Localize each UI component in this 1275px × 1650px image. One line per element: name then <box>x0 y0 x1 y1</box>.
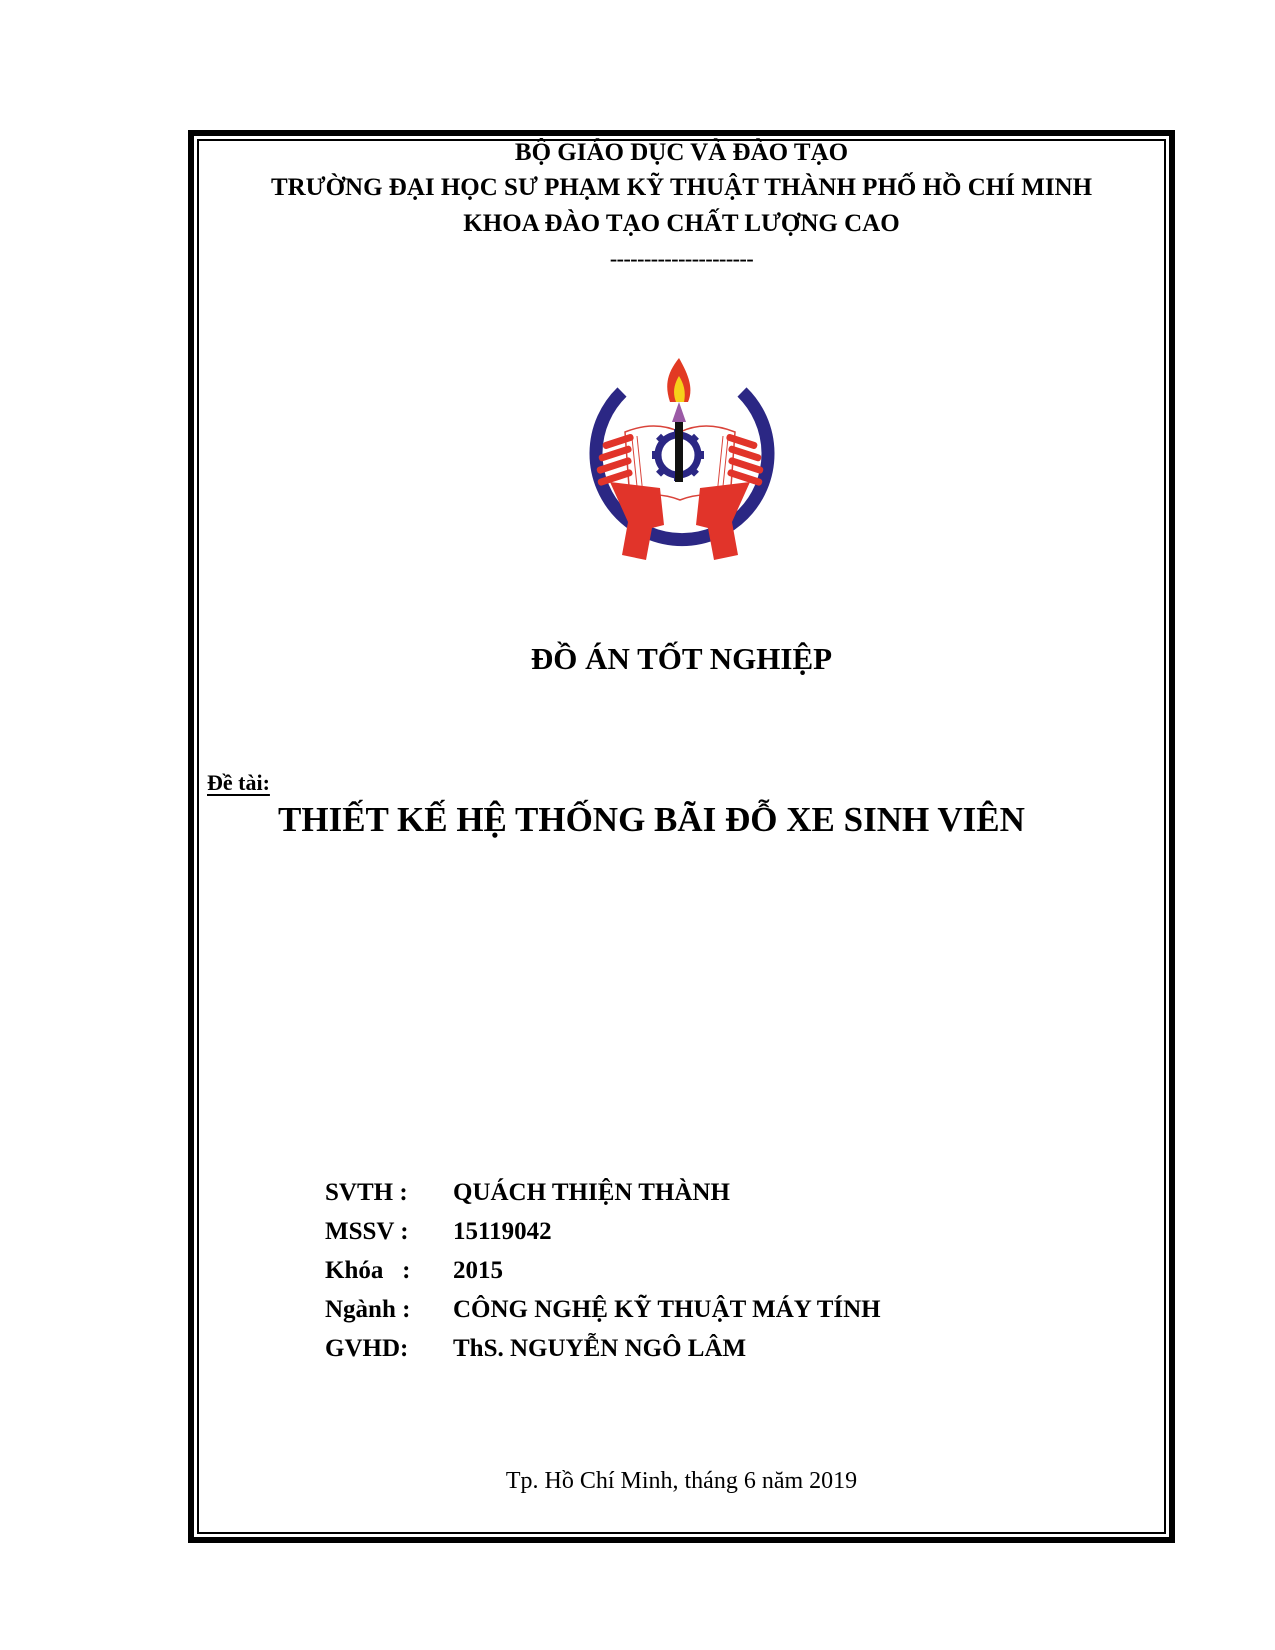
info-value: ThS. NGUYỄN NGÔ LÂM <box>453 1335 747 1362</box>
student-info-block <box>325 1176 881 1371</box>
place-date: Tp. Hồ Chí Minh, tháng 6 năm 2019 <box>505 1468 858 1494</box>
header-separator: --------------------- <box>609 246 754 271</box>
info-label: GVHD: <box>325 1335 409 1362</box>
info-value: CÔNG NGHỆ KỸ THUẬT MÁY TÍNH <box>453 1296 881 1323</box>
info-label: Ngành : <box>325 1296 411 1323</box>
info-label: SVTH : <box>325 1179 408 1206</box>
info-row-major <box>325 1293 881 1332</box>
ministry-name: BỘ GIÁO DỤC VÀ ĐÀO TẠO <box>514 139 849 166</box>
info-value: 15119042 <box>453 1218 552 1245</box>
university-name: TRƯỜNG ĐẠI HỌC SƯ PHẠM KỸ THUẬT THÀNH PHỐ HỒ CHÍ MINH <box>270 174 1093 201</box>
info-row-cohort <box>325 1254 881 1293</box>
info-label: Khóa : <box>325 1257 411 1284</box>
info-value: QUÁCH THIỆN THÀNH <box>453 1179 730 1206</box>
topic-label: Đề tài: <box>207 770 270 795</box>
info-row-student-id <box>325 1215 881 1254</box>
info-label: MSSV : <box>325 1218 409 1245</box>
university-emblem-icon <box>580 350 780 570</box>
document-type-title: ĐỒ ÁN TỐT NGHIỆP <box>530 641 833 676</box>
info-row-student <box>325 1176 881 1215</box>
faculty-name: KHOA ĐÀO TẠO CHẤT LƯỢNG CAO <box>463 210 900 237</box>
info-value: 2015 <box>453 1257 503 1284</box>
info-row-advisor <box>325 1332 881 1371</box>
topic-title: THIẾT KẾ HỆ THỐNG BÃI ĐỖ XE SINH VIÊN <box>278 800 1025 839</box>
